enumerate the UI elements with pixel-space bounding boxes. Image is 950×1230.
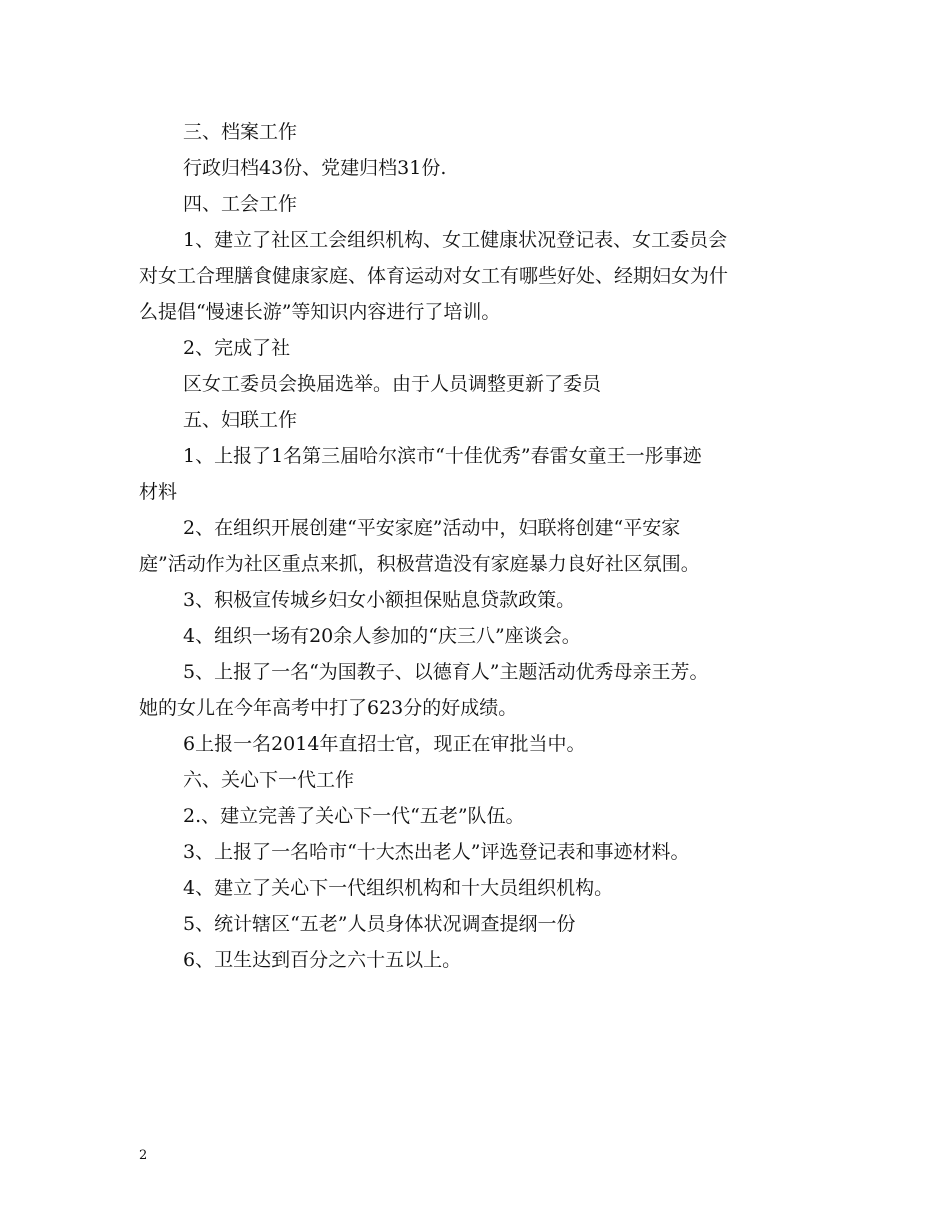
- paragraph-line: 1、建立了社区工会组织机构、女工健康状况登记表、女工委员会: [183, 229, 728, 251]
- paragraph-line: 行政归档43份、党建归档31份.: [183, 157, 447, 179]
- paragraph-line: 4、组织一场有20余人参加的“庆三八”座谈会。: [183, 625, 581, 647]
- paragraph-line: 1、上报了1名第三届哈尔滨市“十佳优秀”春雷女童王一彤事迹: [183, 445, 702, 467]
- paragraph-line: 5、统计辖区“五老”人员身体状况调查提纲一份: [183, 913, 576, 935]
- section-heading-womens-federation: 五、妇联工作: [183, 409, 298, 431]
- paragraph-line: 3、上报了一名哈市“十大杰出老人”评选登记表和事迹材料。: [183, 841, 690, 863]
- paragraph-line: 她的女儿在今年高考中打了623分的好成绩。: [139, 697, 518, 719]
- paragraph-line: 庭”活动作为社区重点来抓，积极营造没有家庭暴力良好社区氛围。: [139, 553, 700, 575]
- paragraph-line: 区女工委员会换届选举。由于人员调整更新了委员: [183, 373, 602, 395]
- page-number: 2: [139, 1148, 148, 1163]
- paragraph-line: 对女工合理膳食健康家庭、体育运动对女工有哪些好处、经期妇女为什: [139, 265, 729, 287]
- paragraph-line: 5、上报了一名“为国教子、以德育人”主题活动优秀母亲王芳。: [183, 661, 709, 683]
- section-heading-union: 四、工会工作: [183, 193, 298, 215]
- paragraph-line: 么提倡“慢速长游”等知识内容进行了培训。: [139, 301, 501, 323]
- paragraph-line: 3、积极宣传城乡妇女小额担保贴息贷款政策。: [183, 589, 576, 611]
- paragraph-line: 6、卫生达到百分之六十五以上。: [183, 949, 462, 971]
- paragraph-line: 2.、建立完善了关心下一代“五老”队伍。: [183, 805, 525, 827]
- paragraph-line: 2、在组织开展创建“平安家庭”活动中，妇联将创建“平安家: [183, 517, 681, 539]
- paragraph-line: 2、完成了社: [183, 337, 291, 359]
- section-heading-archives: 三、档案工作: [183, 121, 298, 143]
- section-heading-next-generation: 六、关心下一代工作: [183, 769, 355, 791]
- document-body: [139, 114, 815, 978]
- paragraph-line: 材料: [139, 481, 178, 503]
- paragraph-line: 4、建立了关心下一代组织机构和十大员组织机构。: [183, 877, 614, 899]
- paragraph-line: 6上报一名2014年直招士官，现正在审批当中。: [183, 733, 586, 755]
